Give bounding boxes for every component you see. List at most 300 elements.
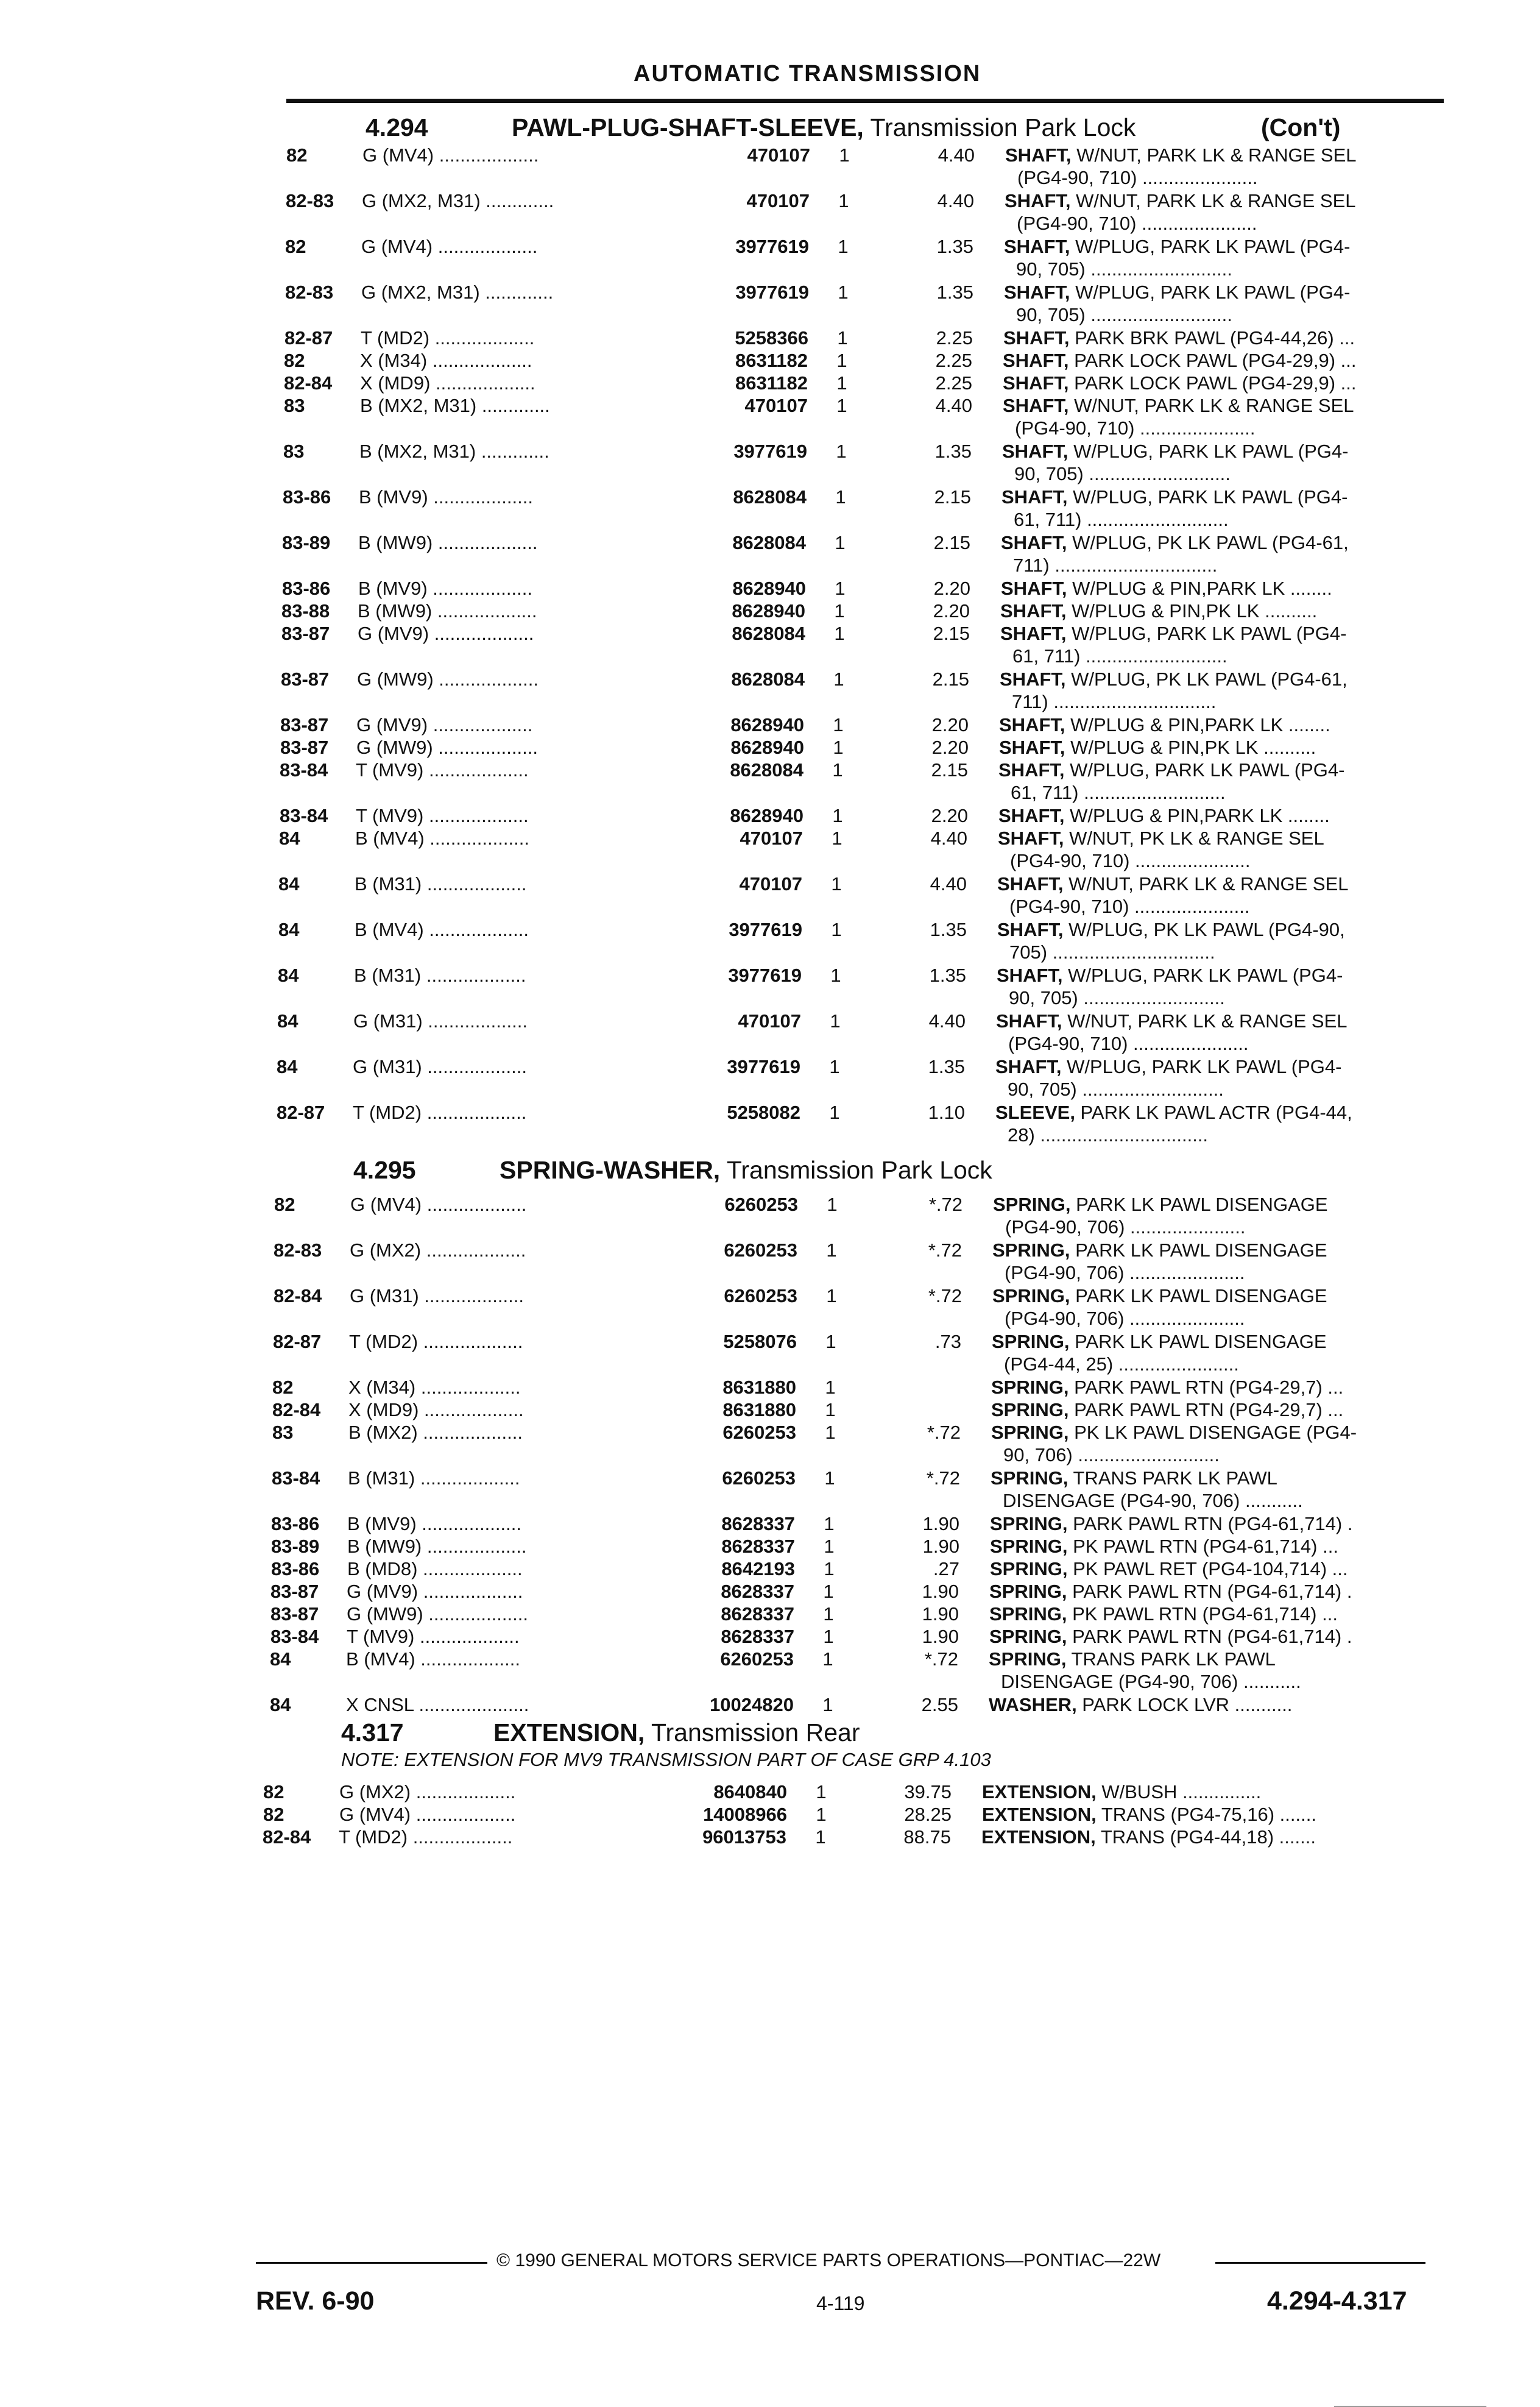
model-cell: X CNSL ..................... xyxy=(346,1694,529,1715)
description-cell xyxy=(982,1781,1408,1803)
price-cell: 2.20 xyxy=(931,737,969,758)
description-text: W/PLUG, PK LK PAWL (PG4-61, xyxy=(1067,532,1349,553)
section-title-rest: Transmission Rear xyxy=(645,1718,860,1746)
description-keyword: SPRING, xyxy=(991,1422,1069,1443)
year-cell: 84 xyxy=(270,1648,291,1670)
part-number-cell: 8631182 xyxy=(735,372,808,394)
description-text: W/PLUG, PARK LK PAWL (PG4- xyxy=(1070,282,1351,303)
model-cell: T (MV9) ................... xyxy=(347,1626,520,1647)
price-cell: 2.15 xyxy=(933,532,970,553)
model-cell: G (MX2) ................... xyxy=(350,1239,526,1261)
year-cell: 83-87 xyxy=(270,1581,319,1602)
year-cell: 83-87 xyxy=(270,1603,319,1625)
year-cell: 82 xyxy=(285,236,306,257)
description-cell xyxy=(999,736,1425,759)
description-cell xyxy=(991,1398,1418,1421)
description-text: PARK PAWL RTN (PG4-61,714) . xyxy=(1067,1513,1353,1534)
description-continuation: 90, 705) ........................... xyxy=(1008,1079,1224,1100)
quantity-cell: 1 xyxy=(824,1467,835,1489)
year-cell: 83-84 xyxy=(270,1626,319,1647)
description-keyword: SHAFT, xyxy=(1004,282,1070,303)
model-cell: T (MD2) ................... xyxy=(361,327,535,349)
description-text: TRANS (PG4-75,16) ....... xyxy=(1096,1804,1316,1825)
quantity-cell: 1 xyxy=(836,350,847,371)
description-keyword: SHAFT, xyxy=(1000,623,1067,644)
quantity-cell: 1 xyxy=(815,1826,826,1848)
part-number-cell: 8628940 xyxy=(730,714,804,736)
model-cell: B (M31) ................... xyxy=(354,965,526,986)
description-cell xyxy=(989,1625,1416,1648)
quantity-cell: 1 xyxy=(832,759,843,781)
model-cell: B (MV9) ................... xyxy=(347,1513,521,1534)
description-cell xyxy=(993,1193,1419,1238)
description-keyword: SHAFT, xyxy=(1003,395,1069,416)
description-continuation: 711) ............................... xyxy=(1013,555,1218,576)
year-cell: 82 xyxy=(263,1804,284,1825)
description-text: PK PAWL RTN (PG4-61,714) ... xyxy=(1067,1603,1338,1625)
section-note: NOTE: EXTENSION FOR MV9 TRANSMISSION PART OF CASE GRP 4.103 xyxy=(341,1749,991,1770)
quantity-cell: 1 xyxy=(822,1648,833,1670)
description-cell xyxy=(1000,622,1427,667)
description-keyword: SHAFT, xyxy=(999,714,1065,736)
description-cell xyxy=(990,1512,1416,1535)
price-cell: 4.40 xyxy=(930,873,967,895)
description-continuation: 90, 705) ........................... xyxy=(1009,987,1225,1009)
model-cell: G (M31) ................... xyxy=(350,1285,524,1306)
description-text: W/PLUG & PIN,PK LK .......... xyxy=(1065,737,1316,758)
part-number-cell: 8628084 xyxy=(730,759,804,781)
description-keyword: SPRING, xyxy=(989,1626,1067,1647)
model-cell: B (MW9) ................... xyxy=(358,600,537,622)
quantity-cell: 1 xyxy=(825,1331,836,1352)
model-cell: B (MV4) ................... xyxy=(355,828,529,849)
quantity-cell: 1 xyxy=(829,1056,840,1077)
description-keyword: SPRING, xyxy=(990,1558,1068,1579)
section-number: 4.294 xyxy=(366,113,428,141)
part-number-cell: 8628337 xyxy=(721,1603,794,1625)
description-cell xyxy=(1003,327,1430,349)
price-cell: 2.15 xyxy=(931,759,968,781)
description-cell xyxy=(1005,190,1431,235)
price-cell: 88.75 xyxy=(903,1826,951,1848)
model-cell: G (MV9) ................... xyxy=(356,714,533,736)
description-keyword: SHAFT, xyxy=(996,1010,1062,1032)
price-cell: 4.40 xyxy=(937,190,974,211)
year-cell: 82-84 xyxy=(284,372,333,394)
description-keyword: SHAFT, xyxy=(1000,600,1067,622)
description-keyword: SPRING, xyxy=(992,1331,1070,1352)
description-keyword: SPRING, xyxy=(991,1377,1069,1398)
description-text: W/NUT, PARK LK & RANGE SEL xyxy=(1062,1010,1348,1032)
model-cell: X (MD9) ................... xyxy=(360,372,535,394)
model-cell: B (MW9) ................... xyxy=(358,532,538,553)
description-cell xyxy=(991,1421,1418,1466)
section-title xyxy=(493,1718,860,1747)
description-cell xyxy=(1003,394,1429,439)
revision-label: REV. 6-90 xyxy=(256,2286,375,2316)
description-continuation: 90, 705) ........................... xyxy=(1016,304,1232,325)
model-cell: G (MX2, M31) ............. xyxy=(361,282,554,303)
description-continuation: (PG4-90, 710) ...................... xyxy=(1017,167,1258,188)
price-cell: *.72 xyxy=(928,1285,962,1306)
description-cell xyxy=(1002,440,1429,485)
description-keyword: SPRING, xyxy=(990,1536,1068,1557)
section-title-bold: SPRING-WASHER, xyxy=(500,1156,721,1184)
part-number-cell: 8628940 xyxy=(732,600,805,622)
quantity-cell: 1 xyxy=(825,1399,836,1420)
description-keyword: EXTENSION, xyxy=(982,1781,1097,1803)
description-keyword: SPRING, xyxy=(992,1239,1070,1261)
header-rule xyxy=(286,99,1444,103)
section-title xyxy=(512,113,1136,142)
part-number-cell: 8642193 xyxy=(721,1558,795,1579)
year-cell: 83-87 xyxy=(281,623,330,644)
description-text: PARK LK PAWL DISENGAGE xyxy=(1070,1194,1328,1215)
year-cell: 82-84 xyxy=(272,1399,321,1420)
section-header-4-295 xyxy=(0,1154,1540,1188)
year-cell: 83-84 xyxy=(272,1467,320,1489)
year-cell: 84 xyxy=(279,828,300,849)
description-keyword: SHAFT, xyxy=(998,759,1065,781)
description-continuation: 61, 711) ........................... xyxy=(1011,782,1226,803)
model-cell: G (MW9) ................... xyxy=(356,737,538,758)
description-text: W/PLUG, PARK LK PAWL (PG4- xyxy=(1062,965,1343,986)
part-number-cell: 6260253 xyxy=(720,1648,794,1670)
price-cell: 2.20 xyxy=(933,578,970,599)
description-text: W/NUT, PARK LK & RANGE SEL xyxy=(1063,873,1349,895)
description-cell xyxy=(1004,281,1430,326)
year-cell: 83-86 xyxy=(271,1513,320,1534)
model-cell: G (MV9) ................... xyxy=(358,623,534,644)
quantity-cell: 1 xyxy=(824,1513,835,1534)
description-continuation: (PG4-90, 710) ...................... xyxy=(1015,417,1256,439)
year-cell: 82 xyxy=(274,1194,295,1215)
year-cell: 83-87 xyxy=(281,668,330,690)
model-cell: G (MV4) ................... xyxy=(362,144,539,166)
price-cell: .73 xyxy=(934,1331,961,1352)
description-keyword: SHAFT, xyxy=(1005,144,1072,166)
model-cell: B (MV9) ................... xyxy=(358,578,532,599)
year-cell: 82 xyxy=(286,144,308,166)
description-cell xyxy=(989,1693,1415,1716)
description-text: PARK LOCK PAWL (PG4-29,9) ... xyxy=(1068,372,1357,394)
description-continuation: DISENGAGE (PG4-90, 706) ........... xyxy=(1003,1490,1303,1511)
description-keyword: SHAFT, xyxy=(1001,486,1068,508)
description-keyword: SHAFT, xyxy=(1001,532,1067,553)
part-number-cell: 5258082 xyxy=(727,1102,800,1123)
price-cell: 1.90 xyxy=(922,1626,959,1647)
description-text: W/PLUG, PK LK PAWL (PG4-61, xyxy=(1065,668,1348,690)
year-cell: 82 xyxy=(263,1781,284,1803)
description-keyword: SHAFT, xyxy=(997,919,1064,940)
description-continuation: 90, 705) ........................... xyxy=(1014,463,1231,484)
section-title-suffix: (Con't) xyxy=(1261,113,1341,141)
model-cell: G (MX2, M31) ............. xyxy=(362,190,554,211)
description-cell xyxy=(981,1826,1408,1848)
description-text: PARK BRK PAWL (PG4-44,26) ... xyxy=(1069,327,1355,349)
description-keyword: SHAFT, xyxy=(997,965,1063,986)
description-text: TRANS (PG4-44,18) ....... xyxy=(1095,1826,1316,1848)
model-cell: G (MV4) ................... xyxy=(339,1804,516,1825)
model-cell: G (M31) ................... xyxy=(353,1010,528,1032)
part-number-cell: 6260253 xyxy=(722,1467,796,1489)
description-text: W/PLUG, PARK LK PAWL (PG4- xyxy=(1064,759,1345,781)
part-number-cell: 8628940 xyxy=(730,805,804,826)
price-cell: 2.55 xyxy=(921,1694,958,1715)
description-cell xyxy=(1000,668,1426,713)
description-continuation: (PG4-90, 710) ...................... xyxy=(1017,213,1257,234)
quantity-cell: 1 xyxy=(826,1285,837,1306)
description-cell xyxy=(1003,372,1429,394)
description-keyword: SHAFT, xyxy=(995,1056,1062,1077)
part-number-cell: 8628084 xyxy=(732,623,805,644)
price-cell: 2.25 xyxy=(936,327,973,349)
quantity-cell: 1 xyxy=(833,737,844,758)
model-cell: B (MV9) ................... xyxy=(359,486,533,508)
description-keyword: SHAFT, xyxy=(1003,327,1070,349)
description-keyword: EXTENSION, xyxy=(981,1826,1096,1848)
description-cell xyxy=(989,1603,1416,1625)
part-number-cell: 8628084 xyxy=(731,668,805,690)
model-cell: B (M31) ................... xyxy=(355,873,527,895)
description-keyword: SHAFT, xyxy=(1003,350,1069,371)
year-cell: 84 xyxy=(278,965,299,986)
part-number-cell: 14008966 xyxy=(703,1804,787,1825)
section-title-rest: Transmission Park Lock xyxy=(863,113,1136,141)
model-cell: B (MX2) ................... xyxy=(348,1422,523,1443)
part-number-cell: 470107 xyxy=(746,190,810,211)
part-number-cell: 8628337 xyxy=(721,1536,795,1557)
description-keyword: WASHER, xyxy=(989,1694,1077,1715)
quantity-cell: 1 xyxy=(833,714,844,736)
year-cell: 82 xyxy=(284,350,305,371)
description-cell xyxy=(1001,486,1428,531)
description-continuation: (PG4-90, 710) ...................... xyxy=(1009,896,1250,917)
section-title-bold: PAWL-PLUG-SHAFT-SLEEVE, xyxy=(512,113,864,141)
quantity-cell: 1 xyxy=(834,623,845,644)
part-number-cell: 3977619 xyxy=(733,441,807,462)
part-number-cell: 8631880 xyxy=(722,1399,796,1420)
model-cell: G (MV4) ................... xyxy=(361,236,538,257)
description-text: PARK PAWL RTN (PG4-29,7) ... xyxy=(1068,1377,1344,1398)
description-cell xyxy=(995,1101,1422,1146)
quantity-cell: 1 xyxy=(831,919,842,940)
description-text: W/BUSH ............... xyxy=(1096,1781,1262,1803)
year-cell: 82-87 xyxy=(277,1102,325,1123)
part-number-cell: 3977619 xyxy=(727,1056,800,1077)
description-keyword: SPRING, xyxy=(989,1603,1067,1625)
part-number-cell: 470107 xyxy=(747,144,810,166)
price-cell: 1.90 xyxy=(922,1581,959,1602)
price-cell: *.72 xyxy=(927,1422,961,1443)
part-number-cell: 470107 xyxy=(739,873,802,895)
year-cell: 83-84 xyxy=(280,759,328,781)
description-text: W/NUT, PARK LK & RANGE SEL xyxy=(1068,395,1354,416)
model-cell: T (MD2) ................... xyxy=(349,1331,523,1352)
price-cell: 4.40 xyxy=(928,1010,966,1032)
year-cell: 83-86 xyxy=(283,486,331,508)
model-cell: B (MX2, M31) ............. xyxy=(360,395,550,416)
price-cell: 2.15 xyxy=(932,668,969,690)
price-cell: 2.25 xyxy=(935,372,972,394)
quantity-cell: 1 xyxy=(838,236,849,257)
description-keyword: SHAFT, xyxy=(999,737,1065,758)
part-number-cell: 8631182 xyxy=(735,350,808,371)
quantity-cell: 1 xyxy=(835,532,846,553)
model-cell: G (MW9) ................... xyxy=(347,1603,528,1625)
description-continuation: (PG4-90, 706) ...................... xyxy=(1005,1262,1245,1283)
description-text: PARK PAWL RTN (PG4-29,7) ... xyxy=(1068,1399,1344,1420)
description-text: W/NUT, PARK LK & RANGE SEL xyxy=(1071,144,1357,166)
part-number-cell: 6260253 xyxy=(724,1285,797,1306)
model-cell: X (M34) ................... xyxy=(360,350,532,371)
description-text: PK PAWL RTN (PG4-61,714) ... xyxy=(1067,1536,1338,1557)
model-cell: B (M31) ................... xyxy=(348,1467,520,1489)
description-keyword: SHAFT, xyxy=(1001,578,1067,599)
price-cell: 2.20 xyxy=(931,714,969,736)
year-cell: 84 xyxy=(278,919,300,940)
description-text: PARK LK PAWL DISENGAGE xyxy=(1070,1239,1327,1261)
footer-rule-right xyxy=(1215,2262,1425,2264)
part-number-cell: 5258076 xyxy=(723,1331,797,1352)
year-cell: 83-86 xyxy=(271,1558,320,1579)
group-range: 4.294-4.317 xyxy=(1267,2286,1407,2316)
part-number-cell: 10024820 xyxy=(710,1694,794,1715)
price-cell: 2.20 xyxy=(931,805,968,826)
quantity-cell: 1 xyxy=(838,282,849,303)
quantity-cell: 1 xyxy=(826,1239,837,1261)
description-text: W/NUT, PARK LK & RANGE SEL xyxy=(1070,190,1356,211)
quantity-cell: 1 xyxy=(824,1536,835,1557)
quantity-cell: 1 xyxy=(816,1804,827,1825)
part-number-cell: 8628940 xyxy=(732,578,806,599)
model-cell: B (MD8) ................... xyxy=(347,1558,523,1579)
description-keyword: SPRING, xyxy=(993,1194,1071,1215)
model-cell: T (MV9) ................... xyxy=(356,759,529,781)
description-cell xyxy=(982,1803,1408,1826)
description-keyword: SHAFT, xyxy=(1004,236,1070,257)
price-cell: 2.15 xyxy=(934,486,971,508)
description-cell xyxy=(992,1285,1419,1330)
price-cell: 1.35 xyxy=(928,1056,965,1077)
quantity-cell: 1 xyxy=(823,1626,834,1647)
part-number-cell: 96013753 xyxy=(702,1826,786,1848)
description-cell xyxy=(1003,349,1429,372)
price-cell: 28.25 xyxy=(904,1804,952,1825)
year-cell: 82-84 xyxy=(274,1285,322,1306)
year-cell: 82-83 xyxy=(285,282,334,303)
description-text: W/PLUG, PARK LK PAWL (PG4- xyxy=(1067,486,1348,508)
description-cell xyxy=(998,804,1425,827)
description-text: PARK LOCK PAWL (PG4-29,9) ... xyxy=(1068,350,1357,371)
description-cell xyxy=(997,918,1424,963)
section-number: 4.317 xyxy=(341,1718,404,1746)
quantity-cell: 1 xyxy=(822,1694,833,1715)
description-continuation: (PG4-90, 710) ...................... xyxy=(1008,1033,1249,1054)
model-cell: G (M31) ................... xyxy=(353,1056,527,1077)
price-cell: *.72 xyxy=(926,1467,960,1489)
year-cell: 83-89 xyxy=(282,532,331,553)
year-cell: 82-87 xyxy=(284,327,333,349)
description-cell xyxy=(999,714,1425,736)
description-text: PARK LK PAWL DISENGAGE xyxy=(1069,1331,1327,1352)
description-cell xyxy=(996,1010,1422,1055)
price-cell: 1.90 xyxy=(922,1603,959,1625)
section-title-bold: EXTENSION, xyxy=(493,1718,645,1746)
price-cell: 1.35 xyxy=(930,919,967,940)
price-cell: 1.90 xyxy=(922,1536,959,1557)
description-keyword: EXTENSION, xyxy=(982,1804,1097,1825)
price-cell: 2.25 xyxy=(935,350,972,371)
section-number: 4.295 xyxy=(353,1156,416,1184)
description-keyword: SLEEVE, xyxy=(995,1102,1075,1123)
description-continuation: DISENGAGE (PG4-90, 706) ........... xyxy=(1001,1671,1301,1692)
description-keyword: SHAFT, xyxy=(997,873,1064,895)
footer-rule-left xyxy=(256,2262,487,2264)
description-cell xyxy=(1000,600,1427,622)
year-cell: 82-87 xyxy=(273,1331,322,1352)
description-continuation: 61, 711) ........................... xyxy=(1014,509,1229,530)
part-number-cell: 8628337 xyxy=(721,1581,794,1602)
description-cell xyxy=(998,827,1424,872)
description-keyword: SPRING, xyxy=(991,1467,1068,1489)
year-cell: 84 xyxy=(270,1694,291,1715)
description-cell xyxy=(989,1648,1415,1693)
price-cell: 1.10 xyxy=(928,1102,965,1123)
page-header-title: AUTOMATIC TRANSMISSION xyxy=(634,61,981,87)
price-cell: 4.40 xyxy=(930,828,967,849)
description-keyword: SHAFT, xyxy=(1003,372,1069,394)
part-number-cell: 8640840 xyxy=(713,1781,787,1803)
price-cell: 1.90 xyxy=(922,1513,959,1534)
description-text: PARK LK PAWL DISENGAGE xyxy=(1070,1285,1327,1306)
quantity-cell: 1 xyxy=(837,327,848,349)
price-cell: *.72 xyxy=(928,1194,962,1215)
quantity-cell: 1 xyxy=(830,965,841,986)
quantity-cell: 1 xyxy=(825,1422,836,1443)
description-text: W/PLUG, PARK LK PAWL (PG4- xyxy=(1068,441,1349,462)
part-number-cell: 5258366 xyxy=(735,327,808,349)
page-number: 4-119 xyxy=(816,2292,865,2314)
description-cell xyxy=(1001,577,1427,600)
part-number-cell: 8628940 xyxy=(730,737,804,758)
description-text: W/PLUG, PK LK PAWL (PG4-90, xyxy=(1063,919,1345,940)
description-text: W/PLUG, PARK LK PAWL (PG4- xyxy=(1061,1056,1342,1077)
part-number-cell: 6260253 xyxy=(722,1422,796,1443)
price-cell: 39.75 xyxy=(904,1781,952,1803)
quantity-cell: 1 xyxy=(833,668,844,690)
price-cell: *.72 xyxy=(928,1239,962,1261)
description-cell xyxy=(992,1239,1419,1284)
quantity-cell: 1 xyxy=(832,805,843,826)
description-text: PK LK PAWL DISENGAGE (PG4- xyxy=(1068,1422,1357,1443)
part-number-cell: 6260253 xyxy=(724,1194,798,1215)
description-keyword: SHAFT, xyxy=(998,805,1065,826)
quantity-cell: 1 xyxy=(824,1558,835,1579)
part-number-cell: 470107 xyxy=(744,395,808,416)
description-continuation: 90, 705) ........................... xyxy=(1016,258,1232,280)
part-number-cell: 8628337 xyxy=(721,1513,795,1534)
description-keyword: SPRING, xyxy=(989,1648,1067,1670)
year-cell: 84 xyxy=(278,873,300,895)
part-number-cell: 3977619 xyxy=(735,282,809,303)
description-text: PARK PAWL RTN (PG4-61,714) . xyxy=(1067,1626,1352,1647)
description-continuation: 61, 711) ........................... xyxy=(1012,645,1227,667)
price-cell: *.72 xyxy=(924,1648,958,1670)
description-continuation: (PG4-90, 706) ...................... xyxy=(1005,1308,1245,1329)
section-title-rest: Transmission Park Lock xyxy=(720,1156,992,1184)
description-continuation: 28) ................................ xyxy=(1008,1124,1209,1146)
